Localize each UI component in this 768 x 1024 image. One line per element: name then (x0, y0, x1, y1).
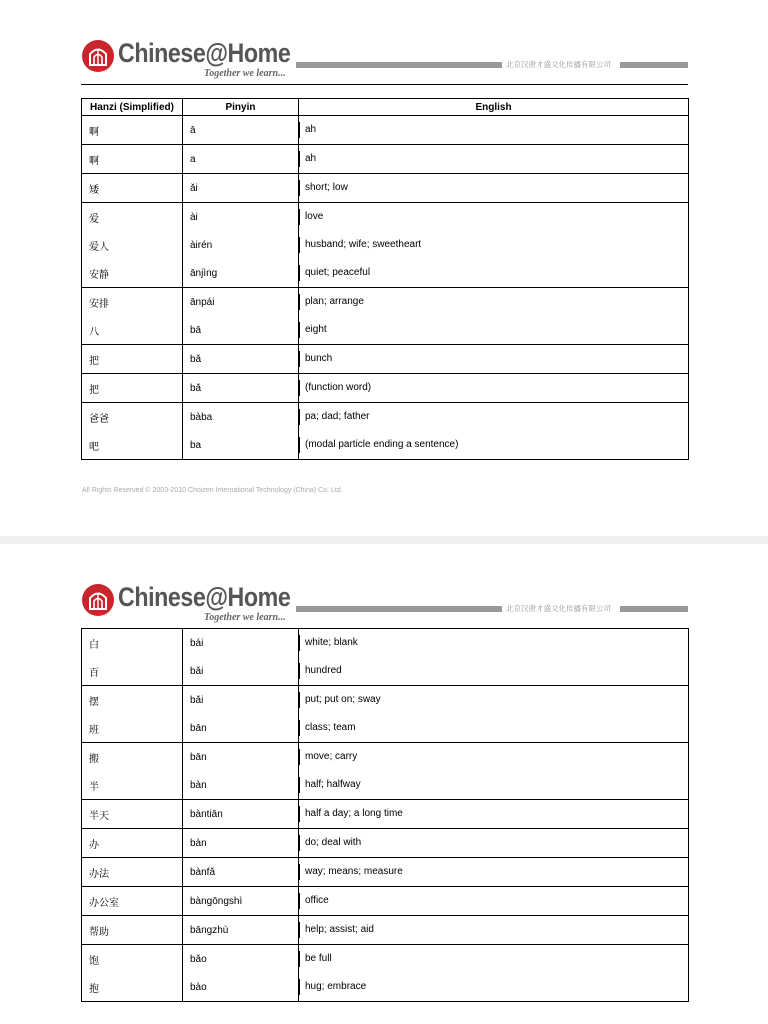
page-header (82, 584, 688, 626)
pinyin-cell: ānpái (183, 288, 299, 317)
pinyin-cell: bàn (183, 829, 299, 858)
english-cell (299, 629, 689, 658)
english-text: half; halfway (299, 777, 361, 793)
table-row (82, 374, 689, 403)
english-cell (299, 316, 689, 345)
english-cell (299, 259, 689, 288)
pinyin-cell: ba (183, 431, 299, 460)
hanzi-cell: 摆 (82, 686, 183, 715)
pinyin-cell: bànfǎ (183, 858, 299, 887)
pinyin-cell: bào (183, 973, 299, 1002)
hanzi-cell: 把 (82, 374, 183, 403)
english-text: plan; arrange (299, 294, 364, 310)
table-row (82, 657, 689, 686)
pinyin-cell: bàba (183, 403, 299, 432)
pinyin-cell: a (183, 145, 299, 174)
english-cell (299, 288, 689, 317)
hanzi-cell: 爸爸 (82, 403, 183, 432)
table-row (82, 945, 689, 974)
pinyin-cell: bāngzhù (183, 916, 299, 945)
hanzi-cell: 搬 (82, 743, 183, 772)
english-text: office (299, 893, 329, 909)
hanzi-cell: 半 (82, 771, 183, 800)
english-text: love (299, 209, 323, 225)
pinyin-cell: bǎi (183, 686, 299, 715)
table-row (82, 316, 689, 345)
english-cell (299, 771, 689, 800)
english-cell (299, 686, 689, 715)
table-row (82, 231, 689, 259)
brand-name: Chinese@Home (118, 582, 291, 612)
hanzi-cell: 矮 (82, 174, 183, 203)
table-row (82, 858, 689, 887)
english-cell (299, 743, 689, 772)
english-text: class; team (299, 720, 356, 736)
english-text: bunch (299, 351, 332, 367)
english-cell (299, 945, 689, 974)
brand-tagline: Together we learn... (204, 68, 286, 79)
document-page-2 (0, 544, 768, 1024)
english-text: quiet; peaceful (299, 265, 370, 281)
pinyin-cell: bàn (183, 771, 299, 800)
hanzi-cell: 办公室 (82, 887, 183, 916)
hanzi-cell: 百 (82, 657, 183, 686)
english-text: eight (299, 322, 327, 338)
hanzi-cell: 办 (82, 829, 183, 858)
english-text: pa; dad; father (299, 409, 370, 425)
table-row (82, 145, 689, 174)
table-row (82, 973, 689, 1002)
brand-emblem-icon (82, 40, 114, 72)
english-text: ah (299, 122, 316, 138)
english-text: way; means; measure (299, 864, 403, 880)
page-header (82, 40, 688, 82)
vocab-table (81, 628, 689, 1002)
hanzi-cell: 半天 (82, 800, 183, 829)
english-cell (299, 858, 689, 887)
vocab-table (81, 98, 689, 460)
english-text: move; carry (299, 749, 357, 765)
english-text: hug; embrace (299, 979, 366, 995)
english-text: (modal particle ending a sentence) (299, 437, 458, 453)
header-divider (296, 62, 502, 68)
english-cell (299, 145, 689, 174)
hanzi-cell: 白 (82, 629, 183, 658)
english-text: put; put on; sway (299, 692, 381, 708)
pinyin-cell: bái (183, 629, 299, 658)
hanzi-cell: 帮助 (82, 916, 183, 945)
brand-logo (82, 584, 298, 626)
hanzi-cell: 安静 (82, 259, 183, 288)
english-text: hundred (299, 663, 342, 679)
column-header-hanzi: Hanzi (Simplified) (82, 99, 183, 116)
hanzi-cell: 饱 (82, 945, 183, 974)
table-row (82, 116, 689, 145)
company-name: 北京汉唐才盛文化传播有限公司 (506, 60, 611, 69)
table-row (82, 686, 689, 715)
english-text: half a day; a long time (299, 806, 403, 822)
english-cell (299, 403, 689, 432)
english-cell (299, 431, 689, 460)
hanzi-cell: 爱 (82, 203, 183, 232)
pinyin-cell: bān (183, 714, 299, 743)
pinyin-cell: bǎo (183, 945, 299, 974)
table-row (82, 829, 689, 858)
english-cell (299, 174, 689, 203)
english-cell (299, 657, 689, 686)
pinyin-cell: ā (183, 116, 299, 145)
english-text: (function word) (299, 380, 371, 396)
hanzi-cell: 抱 (82, 973, 183, 1002)
english-text: be full (299, 951, 332, 967)
header-rule (81, 84, 688, 85)
table-row (82, 288, 689, 317)
copyright-footer: All Rights Reserved © 2003-2010 Choizen International Technology (China) Co. Ltd. (82, 487, 343, 494)
table-row (82, 916, 689, 945)
english-text: do; deal with (299, 835, 361, 851)
pinyin-cell: bǎi (183, 657, 299, 686)
header-divider (620, 606, 688, 612)
table-row (82, 629, 689, 658)
english-cell (299, 714, 689, 743)
english-cell (299, 916, 689, 945)
hanzi-cell: 八 (82, 316, 183, 345)
english-cell (299, 374, 689, 403)
pinyin-cell: bàntiān (183, 800, 299, 829)
hanzi-cell: 啊 (82, 116, 183, 145)
english-text: short; low (299, 180, 348, 196)
english-text: help; assist; aid (299, 922, 374, 938)
table-row (82, 174, 689, 203)
table-row (82, 771, 689, 800)
english-cell (299, 829, 689, 858)
hanzi-cell: 班 (82, 714, 183, 743)
brand-tagline: Together we learn... (204, 612, 286, 623)
english-text: white; blank (299, 635, 358, 651)
table-row (82, 714, 689, 743)
hanzi-cell: 吧 (82, 431, 183, 460)
table-row (82, 203, 689, 232)
hanzi-cell: 把 (82, 345, 183, 374)
header-divider (620, 62, 688, 68)
table-row (82, 800, 689, 829)
hanzi-cell: 啊 (82, 145, 183, 174)
pinyin-cell: bān (183, 743, 299, 772)
english-cell (299, 345, 689, 374)
pinyin-cell: ǎi (183, 174, 299, 203)
pinyin-cell: bā (183, 316, 299, 345)
table-header-row (82, 99, 689, 116)
table-row (82, 259, 689, 288)
english-text: husband; wife; sweetheart (299, 237, 421, 253)
pinyin-cell: bǎ (183, 374, 299, 403)
english-cell (299, 800, 689, 829)
column-header-english: English (299, 99, 689, 116)
english-cell (299, 203, 689, 232)
english-cell (299, 116, 689, 145)
hanzi-cell: 安排 (82, 288, 183, 317)
table-row (82, 887, 689, 916)
table-row (82, 743, 689, 772)
brand-logo (82, 40, 298, 82)
english-cell (299, 231, 689, 259)
hanzi-cell: 爱人 (82, 231, 183, 259)
english-text: ah (299, 151, 316, 167)
table-row (82, 431, 689, 460)
table-row (82, 345, 689, 374)
pinyin-cell: ānjìng (183, 259, 299, 288)
pinyin-cell: ài (183, 203, 299, 232)
header-divider (296, 606, 502, 612)
english-cell (299, 887, 689, 916)
company-name: 北京汉唐才盛文化传播有限公司 (506, 604, 611, 613)
hanzi-cell: 办法 (82, 858, 183, 887)
brand-emblem-icon (82, 584, 114, 616)
brand-name: Chinese@Home (118, 38, 291, 68)
english-cell (299, 973, 689, 1002)
pinyin-cell: bàngōngshì (183, 887, 299, 916)
pinyin-cell: àirén (183, 231, 299, 259)
table-row (82, 403, 689, 432)
pinyin-cell: bǎ (183, 345, 299, 374)
column-header-pinyin: Pinyin (183, 99, 299, 116)
